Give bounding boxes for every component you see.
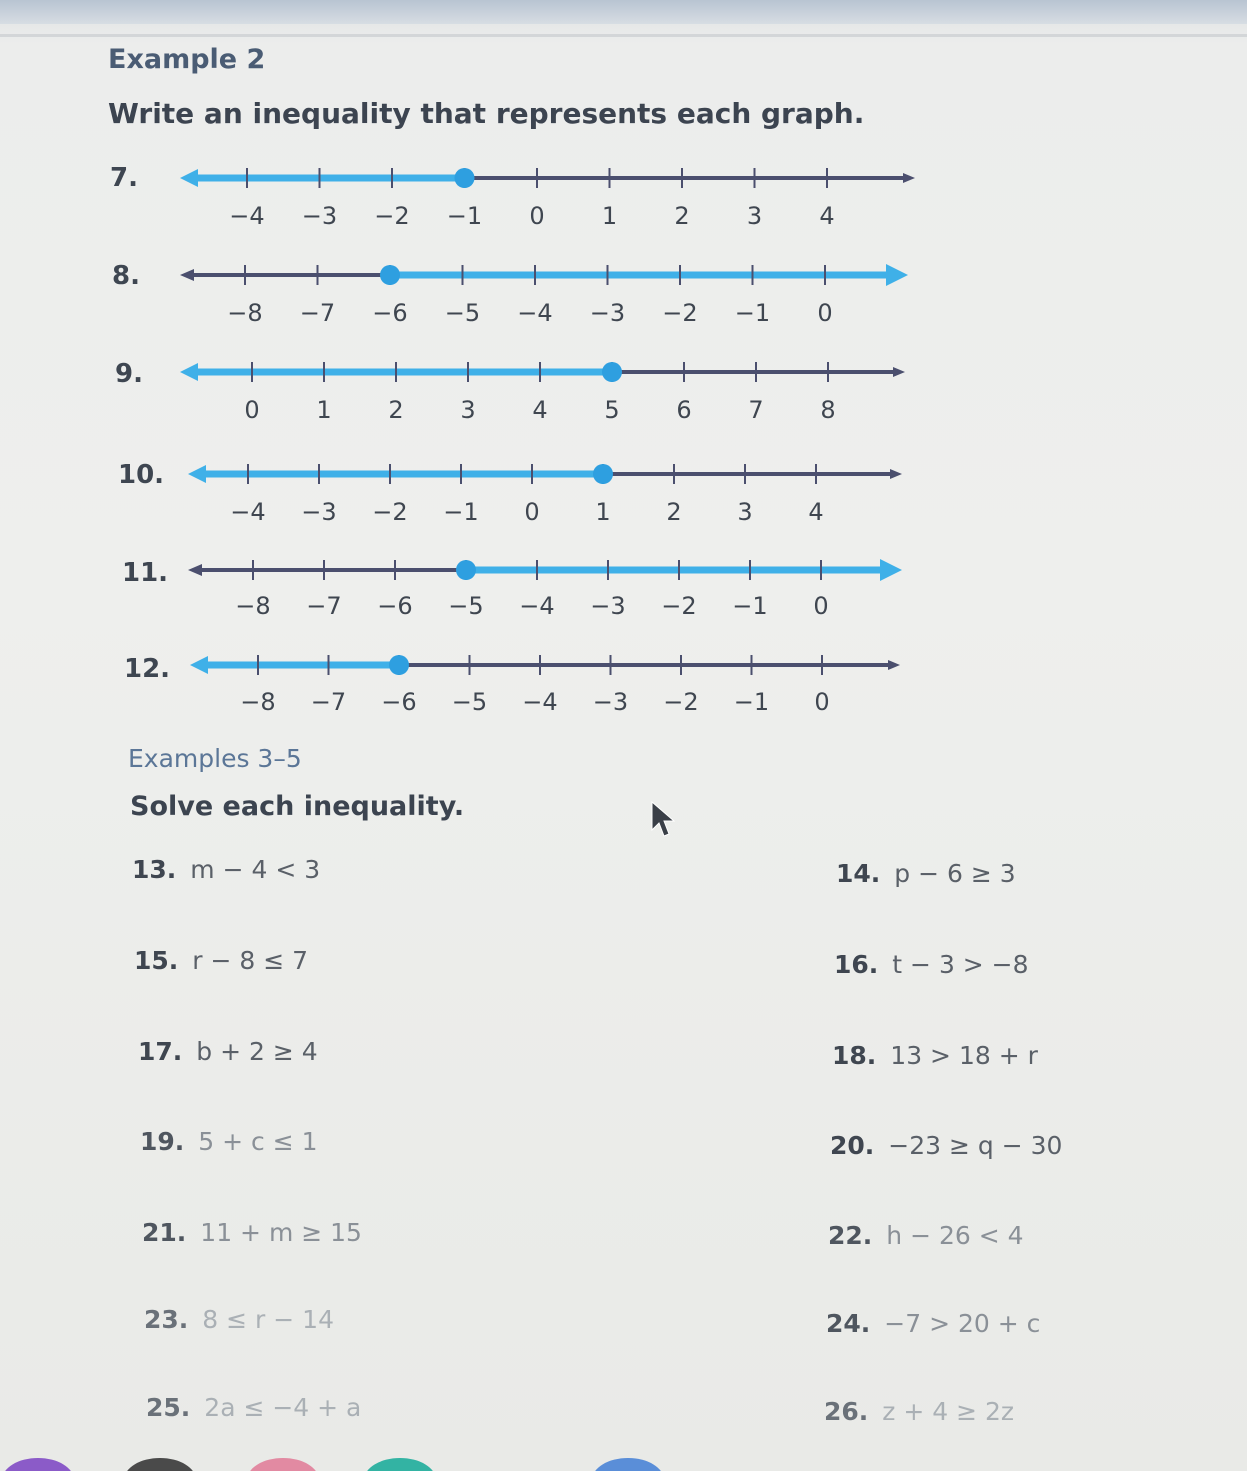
graph-number-7: 7. [110,163,138,193]
tick-label: −7 [310,688,347,716]
graph-number-11: 11. [122,558,169,588]
graph-number-10: 10. [118,460,165,490]
tick-label: 3 [737,498,753,526]
problem-14 [836,859,1016,888]
taskbar-icon [124,1458,196,1471]
problem-25 [146,1393,361,1422]
problem-number: 19. [140,1127,185,1156]
problem-text: 5 + c ≤ 1 [198,1127,318,1156]
tick-label: −7 [299,299,336,327]
problem-number: 13. [132,855,177,884]
tick-label: −3 [301,202,338,230]
tick-label: 1 [601,202,618,230]
tick-label: 0 [244,396,260,424]
problem-number: 24. [826,1309,871,1338]
tick-label: −3 [592,688,629,716]
problem-19 [140,1127,318,1156]
problem-number: 21. [142,1218,187,1247]
taskbar-icon [592,1458,664,1471]
tick-label: −7 [306,592,342,620]
tick-label: 2 [388,396,404,424]
instruction-solve: Solve each inequality. [130,791,465,822]
tick-label: −1 [733,688,770,716]
tick-label: 3 [460,396,476,424]
problem-24 [826,1309,1040,1338]
problem-number: 17. [138,1037,183,1066]
tick-label: −2 [372,498,408,526]
instruction-write-inequality: Write an inequality that represents each graph. [108,97,865,130]
problem-13 [132,855,320,884]
problem-text: −23 ≥ q − 30 [888,1131,1063,1160]
problem-23 [144,1305,334,1334]
tick-label: −2 [661,592,697,620]
tick-label: −6 [372,299,408,327]
tick-label: −2 [374,202,410,230]
problem-text: p − 6 ≥ 3 [894,859,1016,888]
arrowhead-left-icon [190,656,208,674]
arrowhead-right-icon [890,469,902,479]
problem-text: t − 3 > −8 [892,950,1029,979]
graph-number-9: 9. [115,359,143,389]
tick-label: −4 [230,498,266,526]
tick-label: −4 [517,299,553,327]
tick-label: −3 [589,299,626,327]
problem-text: m − 4 < 3 [190,855,321,884]
section-title-example-2: Example 2 [108,44,266,75]
graph-number-12: 12. [124,654,171,684]
closed-dot [389,655,409,675]
problem-text: 11 + m ≥ 15 [200,1218,362,1247]
problem-number: 14. [836,859,881,888]
problem-text: 2a ≤ −4 + a [204,1393,362,1422]
arrowhead-left-icon [180,169,198,187]
arrowhead-right-icon [886,264,908,286]
graph-number-8: 8. [112,261,140,291]
tick-label: 0 [524,498,540,526]
taskbar-icon [364,1458,436,1471]
tick-label: 0 [813,592,829,620]
problem-20 [830,1131,1062,1160]
section-title-examples-3-5: Examples 3–5 [128,744,302,773]
tick-label: −1 [446,202,483,230]
tick-label: 8 [820,396,836,424]
problem-text: −7 > 20 + c [884,1309,1041,1338]
tick-label: 0 [529,202,545,230]
tick-label: 4 [819,202,835,230]
arrowhead-right-icon [893,367,905,377]
problem-text: h − 26 < 4 [886,1221,1024,1250]
problem-number: 22. [828,1221,873,1250]
tick-label: −5 [451,688,488,716]
tick-label: −4 [229,202,265,230]
tick-label: −6 [377,592,413,620]
taskbar-icon [247,1458,319,1471]
problem-text: z + 4 ≥ 2z [882,1397,1015,1426]
problem-15 [134,946,308,975]
tick-label: −3 [301,498,337,526]
problem-number: 26. [824,1397,869,1426]
problem-17 [138,1037,318,1066]
problem-16 [834,950,1029,979]
problem-number: 20. [830,1131,875,1160]
arrowhead-left-icon [180,269,194,281]
tick-label: −8 [227,299,263,327]
tick-label: −2 [662,299,698,327]
tick-label: −5 [444,299,481,327]
tick-label: 2 [666,498,682,526]
problem-number: 16. [834,950,879,979]
closed-dot [456,560,476,580]
arrowhead-left-icon [188,564,202,576]
tick-label: 6 [676,396,692,424]
tick-label: −4 [519,592,555,620]
problem-number: 23. [144,1305,189,1334]
taskbar-icons-strip [0,1440,1247,1471]
tick-label: 1 [316,396,332,424]
arrowhead-left-icon [188,465,206,483]
taskbar-icon [2,1458,74,1471]
tick-label: 3 [746,202,763,230]
tick-label: 4 [532,396,548,424]
tick-label: 0 [817,299,833,327]
tick-label: 0 [814,688,830,716]
tick-label: 7 [748,396,764,424]
problem-21 [142,1218,362,1247]
tick-label: −1 [443,498,479,526]
tick-label: −8 [235,592,271,620]
problem-number: 18. [832,1041,877,1070]
problem-number: 15. [134,946,179,975]
arrowhead-right-icon [880,559,902,581]
problem-number: 25. [146,1393,191,1422]
problem-text: 13 > 18 + r [890,1041,1038,1070]
problem-text: b + 2 ≥ 4 [196,1037,318,1066]
arrowhead-left-icon [180,363,198,381]
problem-22 [828,1221,1024,1250]
closed-dot [380,265,400,285]
tick-label: 5 [604,396,620,424]
arrowhead-right-icon [888,660,900,670]
problem-26 [824,1397,1014,1426]
tick-label: −2 [663,688,699,716]
tick-label: 1 [595,498,611,526]
tick-label: −6 [381,688,417,716]
tick-label: 4 [808,498,824,526]
tick-label: −1 [734,299,771,327]
closed-dot [455,168,475,188]
tick-label: −5 [448,592,484,620]
tick-label: −1 [732,592,768,620]
mouse-cursor-icon [650,800,678,845]
arrowhead-right-icon [903,173,915,183]
problem-text: r − 8 ≤ 7 [192,946,309,975]
tick-label: 2 [674,202,690,230]
problem-text: 8 ≤ r − 14 [202,1305,334,1334]
problem-18 [832,1041,1038,1070]
tick-label: −3 [590,592,626,620]
tick-label: −4 [522,688,558,716]
tick-label: −8 [240,688,276,716]
closed-dot [602,362,622,382]
closed-dot [593,464,613,484]
